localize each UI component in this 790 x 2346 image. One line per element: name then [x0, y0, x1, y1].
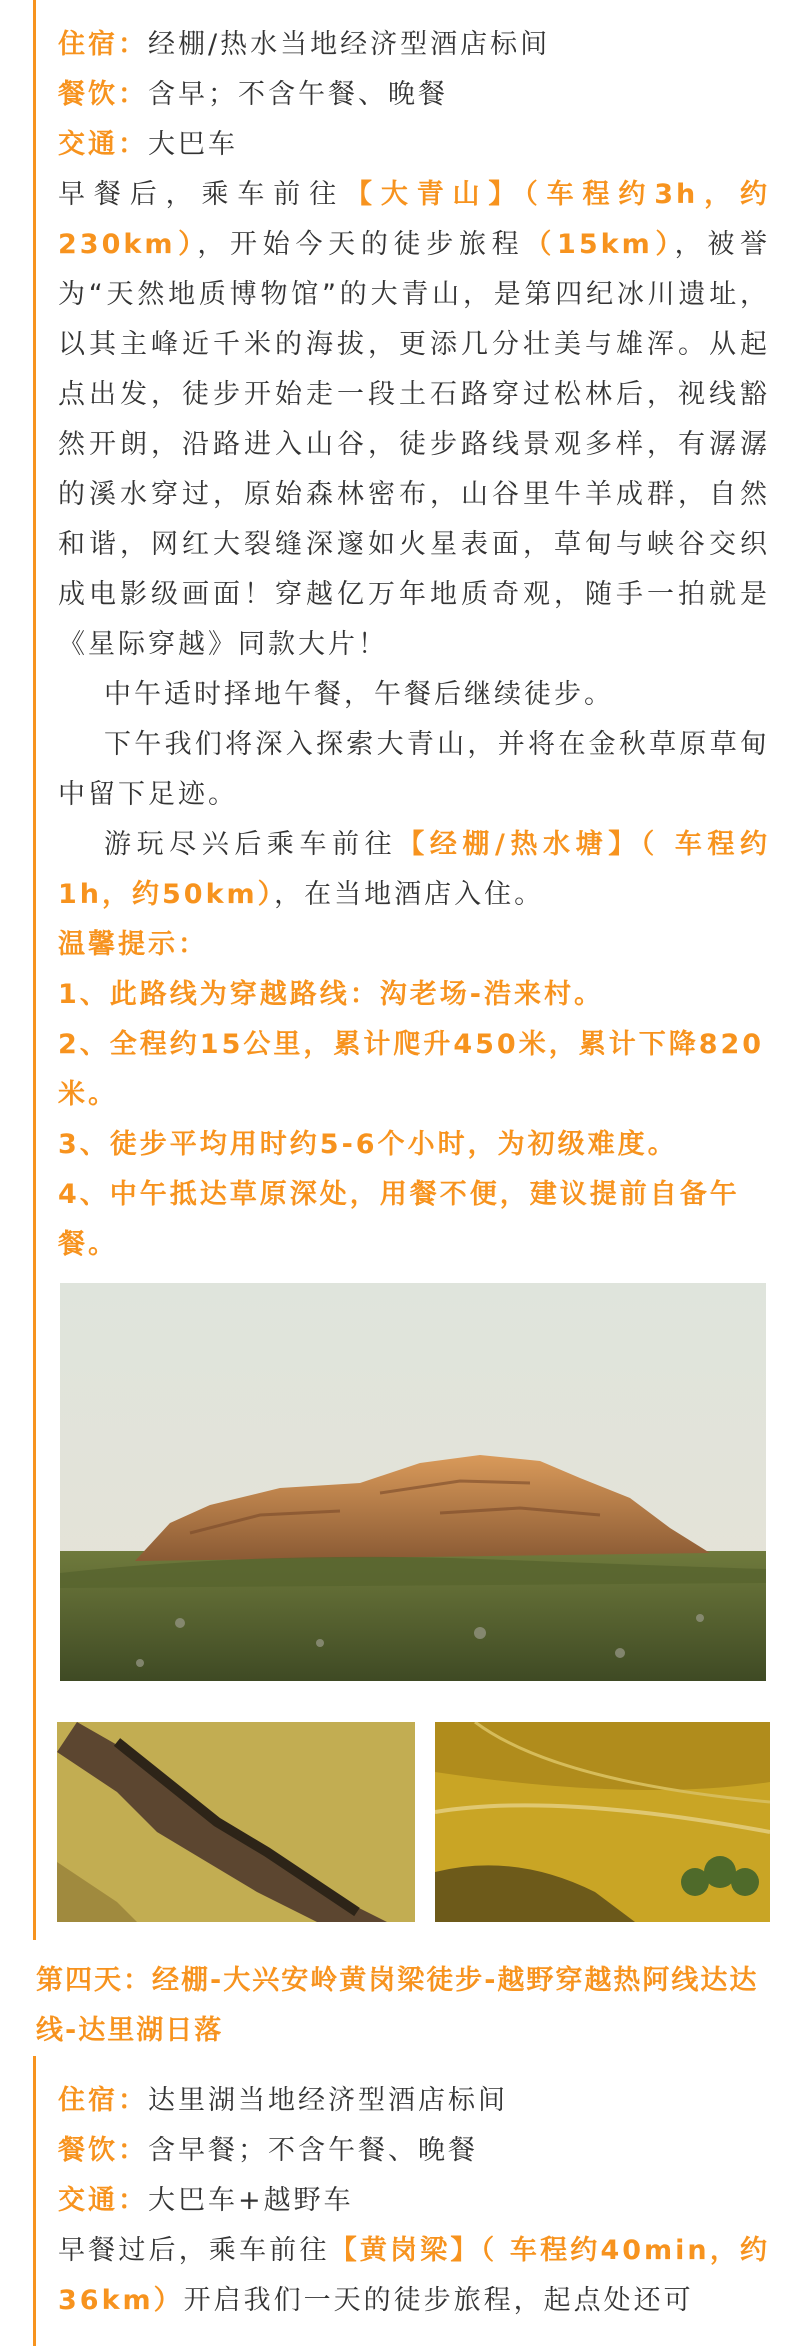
- itinerary-paragraph: [58, 2226, 770, 2326]
- meals-value: 含早；不含午餐、晚餐: [148, 79, 448, 110]
- lunch-paragraph: 中午适时择地午餐，午餐后继续徒步。: [104, 679, 614, 710]
- tips-title: 温馨提示：: [58, 929, 208, 960]
- paragraph-text: ，被誉为“天然地质博物馆”的大青山，是第四纪冰川遗址，以其主峰近千米的海拔，更添几分壮美与雄浑。从起点出发，徒步开始走一段土石路穿过松林后，视线豁然开朗，沿路进入山谷，徒步路线景观多样，有潺潺的溪水穿过，原始森林密布，山谷里牛羊成群，自然和谐，网红大裂缝深邃如火星表面，草甸与峡谷交织成电影级画面！穿越亿万年地质奇观，随手一拍就是《星际穿越》同款大片！: [58, 229, 771, 660]
- timeline-line: [33, 0, 36, 1940]
- lodging-value: 达里湖当地经济型酒店标间: [148, 2085, 508, 2116]
- transfer-paragraph: [58, 820, 770, 920]
- golden-grassland-photo: [435, 1722, 770, 1922]
- paragraph-text: 早餐过后，乘车前往: [58, 2235, 330, 2266]
- meals-label: 餐饮：: [58, 79, 148, 110]
- destination-highlight: 【大青山】（车程约3h，约230km）: [58, 179, 771, 260]
- day4-section: [58, 2076, 770, 2326]
- meals-label: 餐饮：: [58, 2135, 148, 2166]
- lodging-label: 住宿：: [58, 29, 148, 60]
- transport-row: [58, 2176, 770, 2226]
- transport-label: 交通：: [58, 2185, 148, 2216]
- destination-highlight: 【经棚/热水塘】（ 车程约1h，约50km）: [58, 829, 771, 910]
- tip-item: 1、此路线为穿越路线：沟老场-浩来村。: [58, 979, 604, 1010]
- lodging-row: [58, 2076, 770, 2126]
- transport-value: 大巴车: [148, 129, 238, 160]
- day4-title: 第四天：经棚-大兴安岭黄岗梁徒步-越野穿越热阿线达达线-达里湖日落: [36, 1965, 759, 2046]
- lodging-row: [58, 20, 770, 70]
- transport-label: 交通：: [58, 129, 148, 160]
- paragraph-text: ，在当地酒店入住。: [274, 879, 545, 910]
- meals-value: 含早餐；不含午餐、晚餐: [148, 2135, 478, 2166]
- paragraph-text: ，开始今天的徒步旅程: [197, 229, 525, 260]
- afternoon-paragraph: 下午我们将深入探索大青山，并将在金秋草原草甸中留下足迹。: [58, 729, 770, 810]
- tip-item: 2、全程约15公里，累计爬升450米，累计下降820米。: [58, 1029, 765, 1110]
- paragraph-text: 早餐后，乘车前往: [58, 179, 345, 210]
- paragraph-text: 开启我们一天的徒步旅程，起点处还可: [183, 2285, 694, 2316]
- day3-section: [58, 20, 770, 1270]
- tip-item: 3、徒步平均用时约5-6个小时，为初级难度。: [58, 1129, 678, 1160]
- destination-highlight: 【黄岗梁】（ 车程约40min，约36km）: [58, 2235, 771, 2316]
- paragraph-text: 游玩尽兴后乘车前往: [104, 829, 398, 860]
- lodging-label: 住宿：: [58, 2085, 148, 2116]
- rock-outcrop-photo: [60, 1283, 766, 1681]
- transport-row: [58, 120, 770, 170]
- timeline-line: [33, 2056, 36, 2346]
- lodging-value: 经棚/热水当地经济型酒店标间: [148, 29, 551, 60]
- meals-row: [58, 2126, 770, 2176]
- meals-row: [58, 70, 770, 120]
- tip-item: 4、中午抵达草原深处，用餐不便，建议提前自备午餐。: [58, 1179, 740, 1260]
- crevasse-photo: [57, 1722, 415, 1922]
- itinerary-paragraph: [58, 170, 770, 670]
- distance-highlight: （15km）: [524, 229, 675, 260]
- transport-value: 大巴车+越野车: [148, 2185, 354, 2216]
